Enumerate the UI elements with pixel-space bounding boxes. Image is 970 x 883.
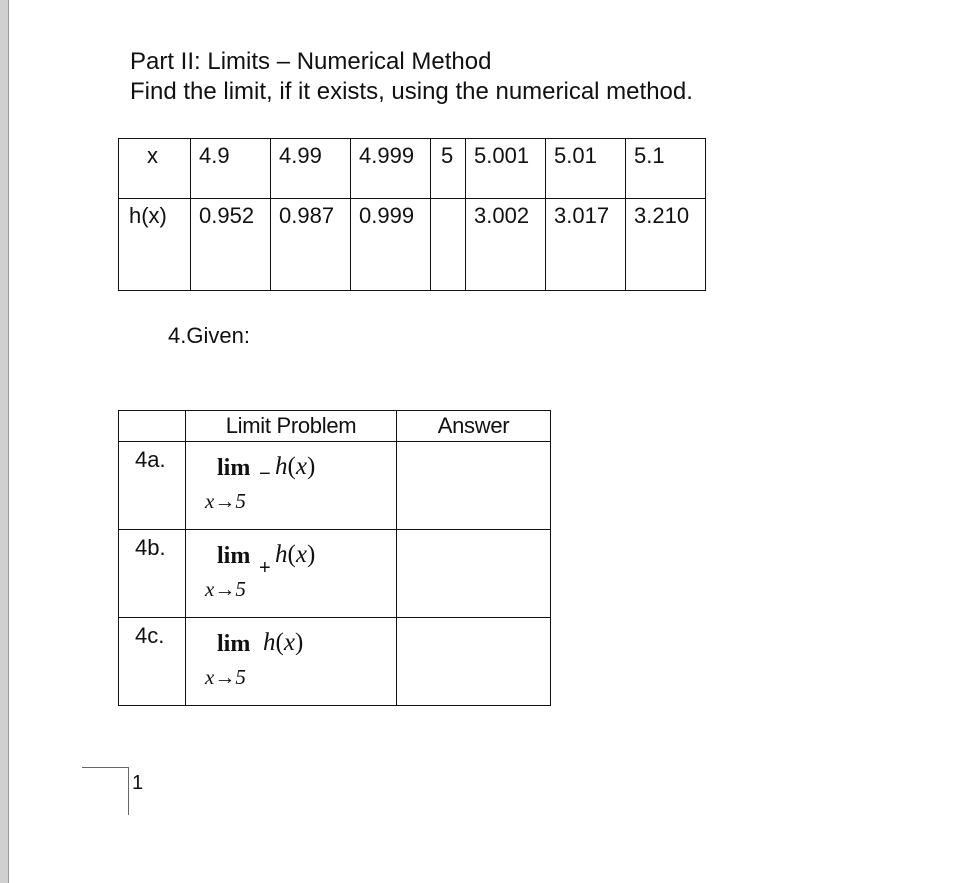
limit-approach: x→5 [205, 577, 246, 601]
one-sided-sign: + [259, 557, 271, 579]
h-value-cell: 3.210 [626, 199, 706, 291]
row-label: 4a. [119, 442, 186, 530]
limit-expression [186, 442, 397, 530]
h-value-cell [431, 199, 466, 291]
function-expression: h(x) [275, 453, 316, 480]
page-corner-mark [82, 767, 129, 815]
label-header [119, 411, 186, 442]
answer-cell[interactable] [397, 530, 551, 618]
heading-instructions: Find the limit, if it exists, using the numerical method. [130, 78, 693, 105]
lim-operator: lim [217, 543, 251, 569]
function-name: h [275, 541, 288, 568]
function-expression: h(x) [263, 629, 304, 656]
h-value-cell: 3.002 [466, 199, 546, 291]
limits-header-row [119, 411, 551, 442]
x-value-cell: 5.001 [466, 139, 546, 199]
lim-operator: lim [217, 455, 251, 481]
h-value-cell: 0.952 [191, 199, 271, 291]
heading-title: Part II: Limits – Numerical Method [130, 48, 492, 75]
x-row [119, 139, 706, 199]
h-value-cell: 3.017 [546, 199, 626, 291]
page-left-border [0, 0, 9, 883]
function-expression: h(x) [275, 541, 316, 568]
limit-row-4c [119, 618, 551, 706]
row-label: 4c. [119, 618, 186, 706]
answer-cell[interactable] [397, 442, 551, 530]
function-name: h [263, 629, 276, 656]
x-value-cell: 4.999 [351, 139, 431, 199]
limit-row-4b [119, 530, 551, 618]
limit-expression [186, 618, 397, 706]
limit-expression [186, 530, 397, 618]
limit-row-4a [119, 442, 551, 530]
page-number: 1 [132, 772, 144, 794]
values-table [118, 138, 706, 291]
function-variable: x [283, 629, 295, 656]
one-sided-sign: − [259, 463, 271, 485]
function-variable: x [295, 541, 307, 568]
function-variable: x [295, 453, 307, 480]
lim-operator: lim [217, 631, 251, 657]
answer-header: Answer [397, 411, 551, 442]
x-value-cell: 5 [431, 139, 466, 199]
limit-approach: x→5 [205, 489, 246, 513]
x-value-cell: 4.9 [191, 139, 271, 199]
x-value-cell: 4.99 [271, 139, 351, 199]
given-label: 4.Given: [168, 323, 250, 348]
x-value-cell: 5.1 [626, 139, 706, 199]
function-name: h [275, 453, 288, 480]
x-value-cell: 5.01 [546, 139, 626, 199]
h-value-cell: 0.999 [351, 199, 431, 291]
limits-table [118, 410, 551, 706]
h-row [119, 199, 706, 291]
section-heading [130, 47, 693, 107]
x-label-cell: x [119, 139, 191, 199]
h-value-cell: 0.987 [271, 199, 351, 291]
limit-approach: x→5 [205, 665, 246, 689]
h-label-cell: h(x) [119, 199, 191, 291]
answer-cell[interactable] [397, 618, 551, 706]
limit-problem-header: Limit Problem [186, 411, 397, 442]
row-label: 4b. [119, 530, 186, 618]
